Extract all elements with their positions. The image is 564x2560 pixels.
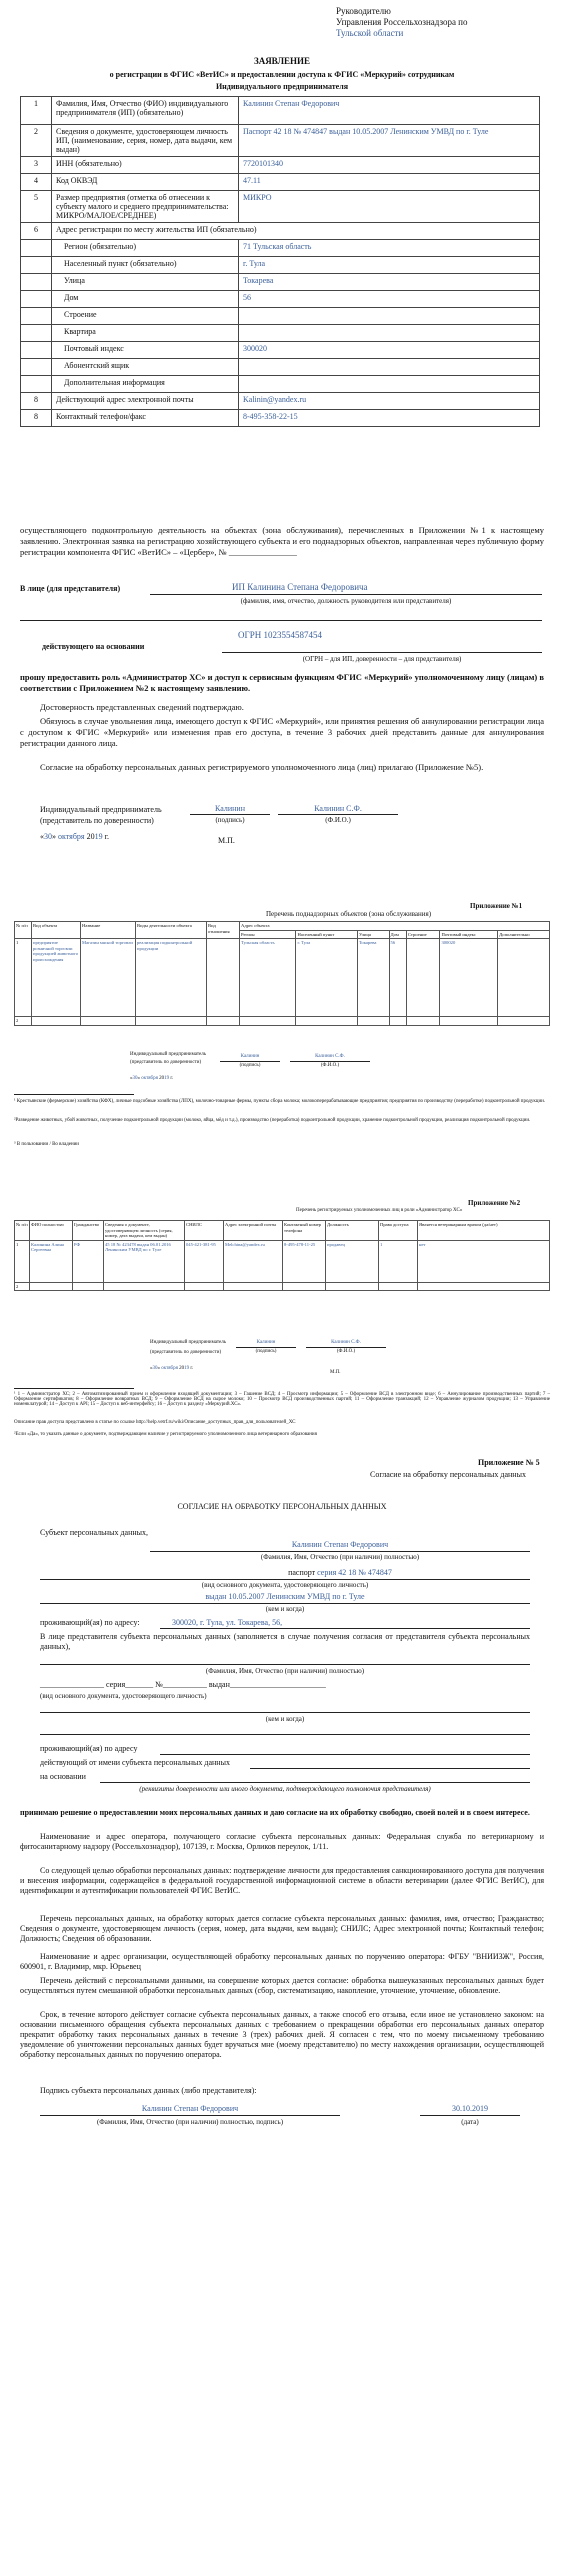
annex2-stamp-place: М.П. bbox=[330, 1370, 341, 1375]
applicant-row bbox=[21, 125, 540, 157]
annex1-cell: 300020 bbox=[440, 939, 498, 1017]
row-value: 300020 bbox=[239, 342, 540, 359]
paragraph-request: прошу предоставить роль «Администратор ХС» и доступ к сервисным функциям ФГИС «Меркурий» уполномоченному лицу (лицам) в соответствии с Приложением №2 к настоящему заявлению. bbox=[20, 672, 544, 693]
paragraph-consent: Согласие на обработку персональных данных регистрируемого уполномоченного лица (лиц) прилагаю (Приложение №5). bbox=[40, 762, 484, 772]
title-main: ЗАЯВЛЕНИЕ bbox=[253, 56, 311, 66]
signer-name-line bbox=[278, 814, 398, 815]
annex1-cell: предприятие розничной торговли продукцией животного происхождения bbox=[32, 939, 81, 1017]
annex1-h-type: Вид объекта bbox=[32, 922, 81, 939]
row-label: Абонентский ящик bbox=[52, 359, 239, 376]
annex2-table bbox=[14, 1220, 550, 1291]
annex2-row-2 bbox=[15, 1282, 550, 1291]
row-label: Адрес регистрации по месту жительства ИП (обязательно) bbox=[52, 223, 540, 240]
annex5-address-line2 bbox=[160, 1754, 530, 1755]
annex1-h-address: Адрес объекта bbox=[240, 922, 550, 931]
annex1-date-month: октября bbox=[141, 1076, 158, 1081]
annex2-footnote-3: ²Если «Да», то указать данные о документе, подтверждающем наличие у регистрируемого уполномоченного лица ветеринарного образования bbox=[14, 1432, 317, 1437]
annex2-signer-name-line bbox=[306, 1347, 386, 1348]
annex2-h: ФИО полностью bbox=[30, 1221, 73, 1241]
annex1-signer-role-rep: (представитель по доверенности) bbox=[130, 1060, 202, 1065]
row-label: Строение bbox=[52, 308, 239, 325]
applicant-row bbox=[21, 359, 540, 376]
annex1-cell: г. Тула bbox=[296, 939, 358, 1017]
annex1-cell: 2 bbox=[15, 1017, 32, 1026]
annex2-h: Адрес электронной почты bbox=[224, 1221, 283, 1241]
annex2-h: Права доступа bbox=[379, 1221, 418, 1241]
annex2-signature-line bbox=[236, 1347, 296, 1348]
annex2-h: № п/п bbox=[15, 1221, 30, 1241]
basis-label: действующего на основании bbox=[42, 642, 145, 651]
annex5-sign-caption: (Фамилия, Имя, Отчество (при наличии) полностью, подпись) bbox=[96, 2118, 284, 2126]
applicant-row bbox=[21, 223, 540, 240]
annex2-cell: Melchina@yandex.ru bbox=[224, 1240, 283, 1282]
annex5-issued-caption: (кем и когда) bbox=[265, 1605, 305, 1613]
row-value: 7720101340 bbox=[239, 157, 540, 174]
annex2-h: Контактный номер телефона bbox=[283, 1221, 326, 1241]
annex2-h: Сведения о документе, удостоверяющем личность (серия, номер, дата выдачи, кем выдан) bbox=[104, 1221, 185, 1241]
annex1-subtitle: Перечень поднадзорных объектов (зона обслуживания) bbox=[266, 910, 432, 918]
row-number bbox=[21, 274, 52, 291]
annex5-issued-caption2: (кем и когда) bbox=[265, 1715, 305, 1723]
paragraph-obligation: Обязуюсь в случае увольнения лица, имеющего доступ к ФГИС «Меркурий», или принятия решения об аннулировании регистрации лица с доступом к ФГИС «Меркурий» или изменения прав его доступа, в течение 3 рабочих дней представить данные для аннулирования регистрации данного лица. bbox=[20, 716, 544, 748]
annex1-date: «30» октября 2019 г. bbox=[130, 1076, 174, 1081]
row-label: Почтовый индекс bbox=[52, 342, 239, 359]
annex1-table bbox=[14, 921, 550, 1026]
applicant-row bbox=[21, 325, 540, 342]
annex2-cell: 1 bbox=[15, 1240, 30, 1282]
annex2-header-row bbox=[15, 1221, 550, 1241]
signer-role-rep: (представитель по доверенности) bbox=[40, 816, 154, 825]
annex1-h-building: Строение bbox=[406, 930, 440, 939]
row-label: Код ОКВЭД bbox=[52, 174, 239, 191]
annex5-series-label: серия bbox=[106, 1680, 126, 1689]
row-value bbox=[239, 308, 540, 325]
annex1-signature-caption: (подпись) bbox=[239, 1063, 261, 1068]
date-month: октября bbox=[58, 832, 85, 841]
addressee-line3: Тульской области bbox=[336, 28, 404, 38]
row-value: 56 bbox=[239, 291, 540, 308]
annex1-header-row bbox=[15, 922, 550, 931]
annex5-basis-line bbox=[100, 1782, 530, 1783]
applicant-row bbox=[21, 191, 540, 223]
annex1-h-name: Название bbox=[81, 922, 136, 939]
annex2-signature-caption: (подпись) bbox=[255, 1349, 277, 1354]
in-person-line2 bbox=[20, 620, 542, 621]
annex5-address-value: 300020, г. Тула, ул. Токарева, 56, bbox=[172, 1618, 283, 1627]
annex2-signature: Калинин bbox=[256, 1340, 276, 1345]
annex1-date-day: 30 bbox=[132, 1076, 138, 1081]
applicant-row bbox=[21, 308, 540, 325]
basis-line bbox=[222, 652, 542, 653]
annex2-signer-role-rep: (представитель по доверенности) bbox=[150, 1350, 222, 1355]
signer-name-caption: (Ф.И.О.) bbox=[325, 816, 351, 824]
row-value: 8-495-358-22-15 bbox=[239, 410, 540, 427]
annex5-fio-caption: (Фамилия, Имя, Отчество (при наличии) полностью) bbox=[205, 1667, 365, 1675]
paragraph-objects: осуществляющего подконтрольную деятельность на объектах (зона обслуживания), перечисленных в Приложении №1 к настоящему заявлению. Электронная заявка на регистрацию хозяйствующего субъекта и его поднадзорных объектов, направленная через публичную форму регистрации компонента ФГИС «ВетИС» – «Цербер», № ________________ bbox=[20, 525, 544, 557]
annex1-footnote-3: ³ В пользовании / Во владении bbox=[14, 1142, 79, 1147]
annex5-purpose: Со следующей целью обработки персональных данных: подтверждение личности для предоставления санкционированного доступа для получения и внесения информации, содержащейся в федеральной государственной информационной системе в области ветеринарии (далее ФГИС ВетИС), для идентификации и аутентификации пользователей ФГИС ВетИС. bbox=[20, 1866, 544, 1895]
row-label: Квартира bbox=[52, 325, 239, 342]
date-year-suffix: г. bbox=[104, 832, 109, 841]
annex5-sign-line bbox=[40, 2115, 340, 2116]
annex1-cell: Тульская область bbox=[240, 939, 296, 1017]
signature: Калинин bbox=[215, 804, 245, 813]
annex1-h-activity: Виды деятельности объекта bbox=[136, 922, 207, 939]
annex1-cell: Магазин мясной торговли bbox=[81, 939, 136, 1017]
annex1-h-street: Улица bbox=[357, 930, 389, 939]
signature-line bbox=[190, 814, 270, 815]
annex5-subject-line bbox=[150, 1551, 530, 1552]
annex2-cell: 2 bbox=[15, 1282, 30, 1291]
annex2-footnote-1: ¹ 1 – Администратор ХС; 2 – Автоматизированный прием и оформление входящей документации; 3 – Гашение ВСД; 4 – Просмотр информации; 5 – Оформление ВСД в электронном виде; 6 – Аннулирование производственных партий; 7 – Оформление сертификатов; 8 – Оформление возвратных ВСД; 9 – Оформление ВСД на сырое молоко; 10 – Просмотр ВСД производственных партий; 11 – Оформление транзакций; 12 – Управление журналом продукции; 13 – Управление номенклатурой; 14 – Доступ к API; 15 – Доступ к веб-интерфейсу; 16 – Доступ к разделу «Меркурий.ХС». bbox=[14, 1392, 550, 1407]
annex5-operator: Наименование и адрес оператора, получающего согласие субъекта персональных данных: Федеральная служба по ветеринарному и фитосанитарному надзору (Россельхознадзор), 107139, г. Москва, Орликов переулок, 1/11. bbox=[20, 1832, 544, 1851]
annex5-subtitle: Согласие на обработку персональных данных bbox=[370, 1470, 526, 1479]
row-number: 6 bbox=[21, 223, 52, 240]
annex1-signature-line bbox=[220, 1061, 280, 1062]
annex5-address-line bbox=[160, 1628, 530, 1629]
in-person-label: В лице (для представителя) bbox=[20, 584, 121, 593]
annex1-row-2 bbox=[15, 1017, 550, 1026]
annex1-signer-name-caption: (Ф.И.О.) bbox=[320, 1063, 340, 1068]
row-label: Размер предприятия (отметка об отнесении к субъекту малого и среднего предпринимательства: МИКРО/МАЛОЕ/СРЕДНЕЕ) bbox=[52, 191, 239, 223]
annex5-term: Срок, в течение которого действует согласие субъекта персональных данных, а также способ его отзыва, если иное не установлено законом: на основании письменного обращения субъекта персональных данных с требованием о прекращении обработки его персональных данных оператор прекратит обработку таких персональных данных в течение 3 (трех) рабочих дней. Я согласен с тем, что по моему письменному требованию уведомление об уничтожении персональных данных будет вручаться мне (моему представителю) по месту нахождения организации, осуществляющей обработку персональных данных по поручению оператора. bbox=[20, 2010, 544, 2059]
annex5-issued-label: выдан bbox=[208, 1680, 230, 1689]
annex5-date-value: 30.10.2019 bbox=[452, 2104, 488, 2113]
annex5-subject-caption: (Фамилия, Имя, Отчество (при наличии) полностью) bbox=[260, 1553, 420, 1561]
row-label: Улица bbox=[52, 274, 239, 291]
annex5-number-label: № bbox=[155, 1680, 163, 1689]
row-number bbox=[21, 257, 52, 274]
annex1-cell: реализация подконтрольной продукции bbox=[136, 939, 207, 1017]
annex1-h-num: № п/п bbox=[15, 922, 32, 939]
row-value bbox=[239, 376, 540, 393]
applicant-row bbox=[21, 157, 540, 174]
annex2-subtitle: Перечень регистрируемых уполномоченных лиц в роли «Администратор ХС» bbox=[296, 1208, 463, 1213]
annex5-date-line bbox=[420, 2115, 520, 2116]
annex1-h-house: Дом bbox=[389, 930, 406, 939]
row-number: 2 bbox=[21, 125, 52, 157]
row-value: МИКРО bbox=[239, 191, 540, 223]
row-number: 5 bbox=[21, 191, 52, 223]
annex5-rep-doc-row: ________________ серия_______ №___________ выдан________________________ bbox=[40, 1680, 326, 1689]
annex1-cell bbox=[406, 939, 440, 1017]
applicant-row bbox=[21, 274, 540, 291]
row-number: 1 bbox=[21, 97, 52, 125]
annex1-cell bbox=[498, 939, 550, 1017]
annex2-h: СНИЛС bbox=[185, 1221, 224, 1241]
annex5-passport-prefix: паспорт bbox=[288, 1568, 316, 1577]
applicant-row bbox=[21, 240, 540, 257]
annex2-date-month: октября bbox=[161, 1366, 178, 1371]
annex2-cell: 45 18 № 423478 выдан 06.01.2016 Ленинским УМВД по г. Туле bbox=[104, 1240, 185, 1282]
annex5-basis-label: на основании bbox=[40, 1772, 86, 1781]
annex1-h-region: Регион bbox=[240, 930, 296, 939]
annex5-rep-label: В лице представителя субъекта персональных данных (заполняется в случае получения согласия от представителя субъекта персональных данных), bbox=[40, 1632, 530, 1651]
applicant-row bbox=[21, 393, 540, 410]
annex5-decision: принимаю решение о предоставлении моих персональных данных и даю согласие на их обработку свободно, своей волей и в своем интересе. bbox=[20, 1808, 530, 1817]
annex5-date-caption: (дата) bbox=[461, 2118, 479, 2126]
annex1-signature: Калинин bbox=[240, 1054, 260, 1059]
row-number bbox=[21, 308, 52, 325]
annex5-sign-value: Калинин Степан Федорович bbox=[141, 2104, 239, 2113]
annex2-cell: 1 bbox=[379, 1240, 418, 1282]
annex1-signer-role: Индивидуальный предприниматель bbox=[130, 1052, 206, 1057]
annex2-signer-name: Калинин С.Ф. bbox=[331, 1340, 361, 1345]
row-value: г. Тула bbox=[239, 257, 540, 274]
annex2-date-day: 30 bbox=[152, 1366, 158, 1371]
applicant-row bbox=[21, 342, 540, 359]
paragraph-confirm: Достоверность представленных сведений подтверждаю. bbox=[40, 702, 244, 712]
annex5-passport-line bbox=[40, 1579, 530, 1580]
title-sub: о регистрации в ФГИС «ВетИС» и предоставлении доступа к ФГИС «Меркурий» сотрудникам bbox=[109, 70, 455, 79]
annex5-doc-caption: (вид основного документа, удостоверяющего личность) bbox=[40, 1692, 207, 1700]
annex1-date-year: 19 bbox=[164, 1076, 170, 1081]
annex1-cell bbox=[207, 939, 240, 1017]
annex1-h-extra: Дополнительно bbox=[498, 930, 550, 939]
paragraph-objects-text: осуществляющего подконтрольную деятельность на объектах (зона обслуживания), перечисленных в Приложении №1 к настоящему заявлению. Электронная заявка на регистрацию хозяйствующего субъекта и его поднадзорных объектов, направленная через публичную форму регистрации компонента ФГИС «ВетИС» – «Цербер», № bbox=[20, 525, 544, 557]
row-number: 8 bbox=[21, 393, 52, 410]
annex2-date-year: 19 bbox=[184, 1366, 190, 1371]
annex5-list: Перечень персональных данных, на обработку которых дается согласие субъекта персональных данных: фамилия, имя, отчество; Гражданство; Сведения о документе, удостоверяющем личность (серия, номер, дата выдачи, кем выдан); СНИЛС; Адрес электронной почты; Контактный телефон; Должность; Сведения об образовании. bbox=[20, 1914, 544, 1943]
row-value: 71 Тульская область bbox=[239, 240, 540, 257]
annex5-passport bbox=[150, 1568, 530, 1577]
in-person-value: ИП Калинина Степана Федоровича bbox=[232, 582, 368, 592]
row-value bbox=[239, 359, 540, 376]
applicant-row bbox=[21, 174, 540, 191]
date-year: 19 bbox=[94, 832, 103, 841]
annex5-issued-value: выдан 10.05.2007 Ленинским УМВД по г. Туле bbox=[205, 1592, 365, 1601]
annex2-date: «30» октября 2019 г. bbox=[150, 1366, 194, 1371]
in-person-line bbox=[150, 594, 542, 595]
applicant-row bbox=[21, 291, 540, 308]
annex2-cell: Калинина Алина Сергеевна bbox=[30, 1240, 73, 1282]
row-value: 47.11 bbox=[239, 174, 540, 191]
row-label: Дом bbox=[52, 291, 239, 308]
applicant-row bbox=[21, 410, 540, 427]
annex1-h-city: Населенный пункт bbox=[296, 930, 358, 939]
annex5-actions: Перечень действий с персональными данными, на совершение которых дается согласие: обработка вышеуказанных персональных данных будет осуществляться путем смешанной обработки персональных данных (сбор, систематизацию, накопление, уточнение, уточнение, обновление. bbox=[20, 1976, 544, 1995]
date-line: «30» октября 2019 г. bbox=[40, 832, 109, 841]
annex2-footnote-rule bbox=[14, 1388, 134, 1389]
signer-role: Индивидуальный предприниматель bbox=[40, 805, 162, 814]
annex1-signer-name-line bbox=[290, 1061, 370, 1062]
row-value: Калинин Степан Федорович bbox=[239, 97, 540, 125]
row-label: Фамилия, Имя, Отчество (ФИО) индивидуального предпринимателя (ИП) (обязательно) bbox=[52, 97, 239, 125]
annex2-cell: 045-421-381-95 bbox=[185, 1240, 224, 1282]
annex2-title: Приложение №2 bbox=[468, 1199, 521, 1207]
annex2-cell: 8-495-478-11-25 bbox=[283, 1240, 326, 1282]
annex2-row-1 bbox=[15, 1240, 550, 1282]
annex1-cell: Токарева bbox=[357, 939, 389, 1017]
annex2-h: Должность bbox=[326, 1221, 379, 1241]
annex5-issued-line bbox=[40, 1603, 530, 1604]
addressee-line2: Управления Россельхознадзора по bbox=[336, 17, 468, 27]
row-number bbox=[21, 240, 52, 257]
signer-name: Калинин С.Ф. bbox=[314, 804, 362, 813]
row-value: Токарева bbox=[239, 274, 540, 291]
annex1-h-relation: Вид отношения bbox=[207, 922, 240, 939]
annex5-passport-caption: (вид основного документа, удостоверяющего личность) bbox=[201, 1581, 369, 1589]
annex2-signer-name-caption: (Ф.И.О.) bbox=[336, 1349, 356, 1354]
annex5-acting-line bbox=[250, 1768, 530, 1769]
applicant-table bbox=[20, 96, 540, 427]
annex2-h: Гражданство bbox=[73, 1221, 104, 1241]
annex5-acting-label: действующий от имени субъекта персональных данных bbox=[40, 1758, 230, 1767]
annex1-footnote-2: ²Разведение животных, убой животных, получение подконтрольной продукции (молоко, яйца, мёд и т.д.), производство (переработка) подконтрольной продукции, хранение подконтрольной продукции, реализация подконтрольной продукции. bbox=[14, 1118, 531, 1123]
date-year-prefix: 20 bbox=[86, 832, 95, 841]
annex5-processor: Наименование и адрес организации, осуществляющей обработку персональных данных по поручению оператора: ФГБУ "ВНИИЗЖ", Россия, 600901, г. Владимир, мкр. Юрьевец bbox=[20, 1952, 544, 1971]
applicant-row bbox=[21, 257, 540, 274]
annex1-footnote-1: ¹ Крестьянские (фермерские) хозяйства (КФХ), личные подсобные хозяйства (ЛПХ), молочно-товарные фермы, пункты сбора молока; молокоперерабатывающие предприятия; предприятия по производству (переработке) подконтрольной продукции. bbox=[14, 1099, 546, 1104]
annex2-footnote-2: Описание прав доступа представлено в статье по ссылке http://help.vetrf.ru/wiki/Описание_доступных_прав_для_пользователей_ХС bbox=[14, 1420, 296, 1425]
annex5-rep-issued-line bbox=[40, 1712, 530, 1713]
row-number: 3 bbox=[21, 157, 52, 174]
addressee-block bbox=[336, 6, 556, 39]
applicant-row bbox=[21, 97, 540, 125]
row-number: 8 bbox=[21, 410, 52, 427]
annex5-rep-line bbox=[40, 1664, 530, 1665]
date-day: 30 bbox=[44, 832, 52, 841]
annex5-rep-extra-line bbox=[40, 1734, 530, 1735]
row-value bbox=[239, 325, 540, 342]
row-number bbox=[21, 342, 52, 359]
title-ip: Индивидуального предпринимателя bbox=[215, 82, 349, 91]
annex1-title: Приложение №1 bbox=[470, 902, 523, 910]
annex2-signer-role: Индивидуальный предприниматель bbox=[150, 1340, 226, 1345]
row-label: Населенный пункт (обязательно) bbox=[52, 257, 239, 274]
annex2-cell: РФ bbox=[73, 1240, 104, 1282]
row-value: Kalinin@yandex.ru bbox=[239, 393, 540, 410]
annex1-cell: 56 bbox=[389, 939, 406, 1017]
annex5-passport-value: серия 42 18 № 474847 bbox=[317, 1568, 392, 1577]
annex5-subject-value: Калинин Степан Федорович bbox=[291, 1540, 389, 1549]
row-number bbox=[21, 291, 52, 308]
applicant-row bbox=[21, 376, 540, 393]
annex5-basis-caption: (реквизиты доверенности или иного документа, подтверждающего полномочия представителя) bbox=[139, 1785, 431, 1793]
basis-value: ОГРН 1023554587454 bbox=[238, 630, 322, 640]
row-label: Действующий адрес электронной почты bbox=[52, 393, 239, 410]
row-number: 4 bbox=[21, 174, 52, 191]
annex5-title: Приложение № 5 bbox=[478, 1458, 540, 1467]
annex5-sign-label: Подпись субъекта персональных данных (либо представителя): bbox=[40, 2086, 257, 2095]
row-label: Сведения о документе, удостоверяющем личность ИП, (наименование, серия, номер, дата выдачи, кем выдан) bbox=[52, 125, 239, 157]
row-label: Дополнительная информация bbox=[52, 376, 239, 393]
annex5-heading: СОГЛАСИЕ НА ОБРАБОТКУ ПЕРСОНАЛЬНЫХ ДАННЫХ bbox=[177, 1502, 387, 1511]
in-person-caption: (фамилия, имя, отчество, должность руководителя или представителя) bbox=[240, 597, 452, 605]
annex2-cell: нет bbox=[418, 1240, 550, 1282]
row-label: Контактный телефон/факс bbox=[52, 410, 239, 427]
annex5-address-label: проживающий(ая) по адресу: bbox=[40, 1618, 140, 1627]
row-number bbox=[21, 376, 52, 393]
annex2-cell: продавец bbox=[326, 1240, 379, 1282]
row-label: Регион (обязательно) bbox=[52, 240, 239, 257]
annex2-h: Является ветеринарным врачом (да/нет) bbox=[418, 1221, 550, 1241]
row-number bbox=[21, 325, 52, 342]
row-number bbox=[21, 359, 52, 376]
annex1-signer-name: Калинин С.Ф. bbox=[315, 1054, 345, 1059]
annex1-cell: 1 bbox=[15, 939, 32, 1017]
annex1-row-1 bbox=[15, 939, 550, 1017]
row-label: ИНН (обязательно) bbox=[52, 157, 239, 174]
annex1-footnote-rule bbox=[14, 1094, 134, 1095]
row-value: Паспорт 42 18 № 474847 выдан 10.05.2007 Ленинским УМВД по г. Туле bbox=[239, 125, 540, 157]
basis-caption: (ОГРН – для ИП, доверенности – для представителя) bbox=[302, 655, 462, 663]
annex5-subject-label: Субъект персональных данных, bbox=[40, 1528, 149, 1537]
addressee-line1: Руководителю bbox=[336, 6, 391, 16]
annex5-address-label2: проживающий(ая) по адресу bbox=[40, 1744, 138, 1753]
stamp-place: М.П. bbox=[218, 836, 235, 845]
signature-caption: (подпись) bbox=[215, 816, 245, 824]
annex1-h-postcode: Почтовый индекс bbox=[440, 930, 498, 939]
